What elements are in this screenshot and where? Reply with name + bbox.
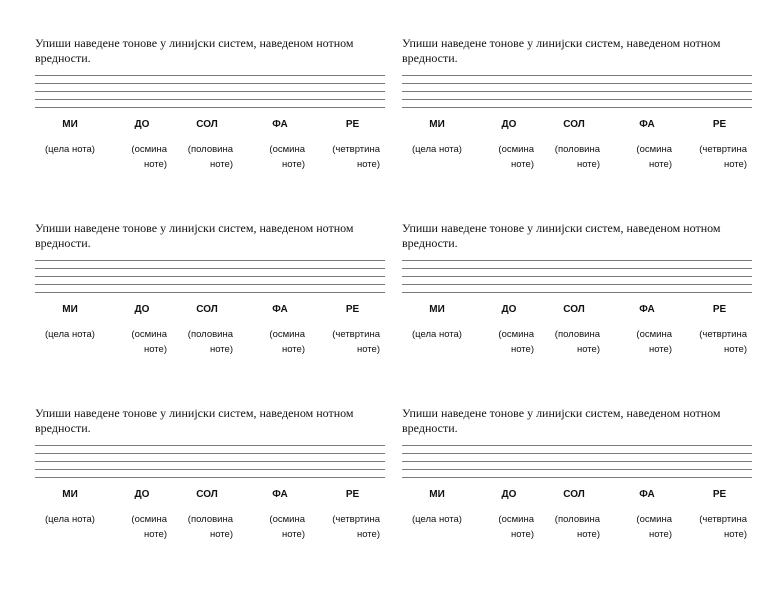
note-value-line: (четвртина bbox=[332, 514, 380, 525]
exercise-card bbox=[402, 221, 752, 381]
note-item bbox=[255, 119, 305, 179]
note-value bbox=[181, 327, 233, 357]
exercise-card bbox=[402, 36, 752, 196]
note-value-line: (осмина bbox=[131, 144, 167, 155]
note-value bbox=[484, 327, 534, 357]
note-value bbox=[548, 512, 600, 542]
note-item bbox=[117, 304, 167, 364]
exercise-card bbox=[35, 221, 385, 381]
instruction-text bbox=[402, 221, 752, 251]
note-value bbox=[255, 327, 305, 357]
notes-row bbox=[35, 489, 385, 549]
note-value bbox=[181, 512, 233, 542]
note-value-line: ноте) bbox=[510, 529, 534, 540]
notes-row bbox=[402, 119, 752, 179]
note-value-line: ноте) bbox=[510, 159, 534, 170]
exercise-card bbox=[402, 406, 752, 566]
note-name: РЕ bbox=[345, 119, 360, 130]
note-item bbox=[35, 304, 105, 364]
note-name: ФА bbox=[639, 304, 655, 315]
note-value bbox=[622, 142, 672, 172]
note-value bbox=[117, 142, 167, 172]
instruction-text bbox=[402, 406, 752, 436]
note-value-line: (цела нота) bbox=[45, 514, 95, 525]
note-value-line: ноте) bbox=[648, 159, 672, 170]
note-item bbox=[402, 119, 472, 179]
note-value-line: (четвртина bbox=[332, 144, 380, 155]
staff-line bbox=[402, 284, 752, 285]
staff-line bbox=[35, 453, 385, 454]
note-name: СОЛ bbox=[563, 489, 585, 500]
note-name: МИ bbox=[429, 489, 445, 500]
note-value bbox=[325, 142, 380, 172]
staff-line bbox=[35, 260, 385, 261]
music-staff[interactable] bbox=[35, 445, 385, 479]
note-value-line: ноте) bbox=[723, 159, 747, 170]
staff-line bbox=[402, 99, 752, 100]
note-value-line: ноте) bbox=[510, 344, 534, 355]
note-name: СОЛ bbox=[196, 304, 218, 315]
instruction-line: вредности. bbox=[402, 236, 458, 250]
music-staff[interactable] bbox=[402, 75, 752, 109]
staff-line bbox=[35, 445, 385, 446]
staff-line bbox=[402, 260, 752, 261]
note-name: ДО bbox=[501, 119, 517, 130]
note-name: РЕ bbox=[712, 119, 727, 130]
note-value-line: (осмина bbox=[498, 144, 534, 155]
note-value-line: ноте) bbox=[576, 529, 600, 540]
note-name: СОЛ bbox=[563, 304, 585, 315]
staff-line bbox=[35, 75, 385, 76]
note-name: МИ bbox=[62, 119, 78, 130]
note-item bbox=[117, 119, 167, 179]
note-value bbox=[402, 512, 472, 527]
note-item bbox=[325, 304, 380, 364]
note-value bbox=[35, 512, 105, 527]
note-value-line: (половина bbox=[187, 329, 233, 340]
note-item bbox=[622, 304, 672, 364]
note-name: РЕ bbox=[345, 489, 360, 500]
note-value-line: ноте) bbox=[648, 529, 672, 540]
note-value bbox=[255, 512, 305, 542]
note-value-line: (осмина bbox=[636, 144, 672, 155]
note-value-line: ноте) bbox=[723, 529, 747, 540]
note-item bbox=[484, 119, 534, 179]
note-item bbox=[117, 489, 167, 549]
notes-row bbox=[35, 119, 385, 179]
note-value bbox=[181, 142, 233, 172]
staff-line bbox=[35, 284, 385, 285]
note-value-line: (осмина bbox=[269, 514, 305, 525]
instruction-line: вредности. bbox=[402, 421, 458, 435]
note-value-line: ноте) bbox=[723, 344, 747, 355]
note-name: ДО bbox=[134, 489, 150, 500]
note-value bbox=[325, 512, 380, 542]
note-value-line: (половина bbox=[554, 514, 600, 525]
note-name: МИ bbox=[429, 304, 445, 315]
staff-line bbox=[402, 469, 752, 470]
note-item bbox=[692, 119, 747, 179]
note-value bbox=[692, 142, 747, 172]
music-staff[interactable] bbox=[35, 75, 385, 109]
staff-line bbox=[402, 292, 752, 293]
note-value-line: ноте) bbox=[281, 344, 305, 355]
note-item bbox=[181, 119, 233, 179]
note-value-line: (осмина bbox=[269, 329, 305, 340]
instruction-line: вредности. bbox=[35, 51, 91, 65]
note-value bbox=[117, 512, 167, 542]
note-value bbox=[35, 327, 105, 342]
staff-line bbox=[35, 91, 385, 92]
staff-line bbox=[35, 268, 385, 269]
note-item bbox=[622, 119, 672, 179]
staff-line bbox=[402, 445, 752, 446]
note-value-line: (осмина bbox=[269, 144, 305, 155]
note-value bbox=[622, 327, 672, 357]
note-value bbox=[484, 512, 534, 542]
note-name: ФА bbox=[639, 119, 655, 130]
note-value-line: (осмина bbox=[636, 329, 672, 340]
note-item bbox=[325, 489, 380, 549]
note-name: ФА bbox=[272, 489, 288, 500]
note-value bbox=[484, 142, 534, 172]
note-value-line: ноте) bbox=[209, 344, 233, 355]
note-item bbox=[484, 489, 534, 549]
note-item bbox=[255, 489, 305, 549]
instruction-text bbox=[35, 36, 385, 66]
note-value bbox=[692, 512, 747, 542]
instruction-text bbox=[35, 221, 385, 251]
note-item bbox=[692, 304, 747, 364]
note-value-line: (цела нота) bbox=[45, 144, 95, 155]
note-name: МИ bbox=[62, 304, 78, 315]
note-name: СОЛ bbox=[196, 489, 218, 500]
note-value-line: ноте) bbox=[143, 529, 167, 540]
note-value bbox=[402, 142, 472, 157]
note-item bbox=[548, 119, 600, 179]
note-value-line: (цела нота) bbox=[412, 514, 462, 525]
staff-line bbox=[402, 453, 752, 454]
staff-line bbox=[35, 477, 385, 478]
exercise-card bbox=[35, 36, 385, 196]
instruction-line: вредности. bbox=[402, 51, 458, 65]
note-value bbox=[402, 327, 472, 342]
instruction-line: Упиши наведене тонове у линијски систем, наведеном нотном bbox=[35, 406, 354, 420]
note-name: СОЛ bbox=[196, 119, 218, 130]
note-name: РЕ bbox=[712, 489, 727, 500]
note-value-line: (половина bbox=[554, 329, 600, 340]
note-value-line: (цела нота) bbox=[45, 329, 95, 340]
staff-line bbox=[402, 276, 752, 277]
note-value-line: (четвртина bbox=[699, 144, 747, 155]
music-staff[interactable] bbox=[402, 260, 752, 294]
note-item bbox=[692, 489, 747, 549]
note-item bbox=[255, 304, 305, 364]
note-value-line: (осмина bbox=[498, 329, 534, 340]
note-value-line: ноте) bbox=[209, 529, 233, 540]
staff-line bbox=[402, 107, 752, 108]
note-name: ФА bbox=[639, 489, 655, 500]
note-item bbox=[548, 304, 600, 364]
note-value-line: (осмина bbox=[131, 329, 167, 340]
note-value-line: (половина bbox=[554, 144, 600, 155]
note-value-line: (цела нота) bbox=[412, 144, 462, 155]
staff-line bbox=[402, 268, 752, 269]
note-item bbox=[35, 489, 105, 549]
note-item bbox=[622, 489, 672, 549]
note-item bbox=[402, 489, 472, 549]
staff-line bbox=[402, 477, 752, 478]
instruction-line: Упиши наведене тонове у линијски систем, наведеном нотном bbox=[402, 406, 721, 420]
instruction-text bbox=[35, 406, 385, 436]
note-value-line: (половина bbox=[187, 144, 233, 155]
music-staff[interactable] bbox=[402, 445, 752, 479]
note-name: СОЛ bbox=[563, 119, 585, 130]
note-name: ДО bbox=[501, 304, 517, 315]
notes-row bbox=[402, 304, 752, 364]
staff-line bbox=[402, 91, 752, 92]
staff-line bbox=[35, 292, 385, 293]
note-value-line: (осмина bbox=[498, 514, 534, 525]
note-value bbox=[692, 327, 747, 357]
instruction-line: вредности. bbox=[35, 421, 91, 435]
note-item bbox=[181, 304, 233, 364]
note-value-line: (осмина bbox=[131, 514, 167, 525]
staff-line bbox=[35, 461, 385, 462]
note-item bbox=[325, 119, 380, 179]
note-name: ФА bbox=[272, 304, 288, 315]
staff-line bbox=[35, 99, 385, 100]
note-name: ДО bbox=[134, 119, 150, 130]
note-value-line: (четвртина bbox=[699, 329, 747, 340]
note-value-line: ноте) bbox=[648, 344, 672, 355]
note-value bbox=[548, 142, 600, 172]
note-name: РЕ bbox=[345, 304, 360, 315]
staff-line bbox=[35, 83, 385, 84]
staff-line bbox=[402, 461, 752, 462]
instruction-line: Упиши наведене тонове у линијски систем, наведеном нотном bbox=[35, 36, 354, 50]
note-item bbox=[35, 119, 105, 179]
note-value-line: ноте) bbox=[576, 344, 600, 355]
note-value bbox=[117, 327, 167, 357]
note-name: ДО bbox=[134, 304, 150, 315]
note-name: РЕ bbox=[712, 304, 727, 315]
note-value bbox=[35, 142, 105, 157]
instruction-line: вредности. bbox=[35, 236, 91, 250]
notes-row bbox=[402, 489, 752, 549]
note-name: МИ bbox=[62, 489, 78, 500]
note-name: МИ bbox=[429, 119, 445, 130]
note-value-line: ноте) bbox=[143, 344, 167, 355]
note-value-line: (осмина bbox=[636, 514, 672, 525]
instruction-line: Упиши наведене тонове у линијски систем, наведеном нотном bbox=[402, 36, 721, 50]
note-item bbox=[181, 489, 233, 549]
note-value bbox=[255, 142, 305, 172]
note-value-line: ноте) bbox=[143, 159, 167, 170]
note-value bbox=[548, 327, 600, 357]
staff-line bbox=[402, 75, 752, 76]
staff-line bbox=[402, 83, 752, 84]
note-name: ДО bbox=[501, 489, 517, 500]
notes-row bbox=[35, 304, 385, 364]
note-value bbox=[325, 327, 380, 357]
note-value-line: ноте) bbox=[576, 159, 600, 170]
instruction-line: Упиши наведене тонове у линијски систем, наведеном нотном bbox=[402, 221, 721, 235]
note-value-line: (четвртина bbox=[699, 514, 747, 525]
instruction-text bbox=[402, 36, 752, 66]
note-value-line: (четвртина bbox=[332, 329, 380, 340]
note-value-line: (половина bbox=[187, 514, 233, 525]
note-item bbox=[548, 489, 600, 549]
note-value-line: ноте) bbox=[356, 344, 380, 355]
note-value-line: ноте) bbox=[356, 529, 380, 540]
staff-line bbox=[35, 107, 385, 108]
note-value-line: ноте) bbox=[356, 159, 380, 170]
note-value-line: ноте) bbox=[209, 159, 233, 170]
staff-line bbox=[35, 469, 385, 470]
exercise-card bbox=[35, 406, 385, 566]
music-staff[interactable] bbox=[35, 260, 385, 294]
note-value bbox=[622, 512, 672, 542]
note-item bbox=[402, 304, 472, 364]
instruction-line: Упиши наведене тонове у линијски систем, наведеном нотном bbox=[35, 221, 354, 235]
note-value-line: ноте) bbox=[281, 159, 305, 170]
note-name: ФА bbox=[272, 119, 288, 130]
staff-line bbox=[35, 276, 385, 277]
note-value-line: (цела нота) bbox=[412, 329, 462, 340]
note-item bbox=[484, 304, 534, 364]
note-value-line: ноте) bbox=[281, 529, 305, 540]
